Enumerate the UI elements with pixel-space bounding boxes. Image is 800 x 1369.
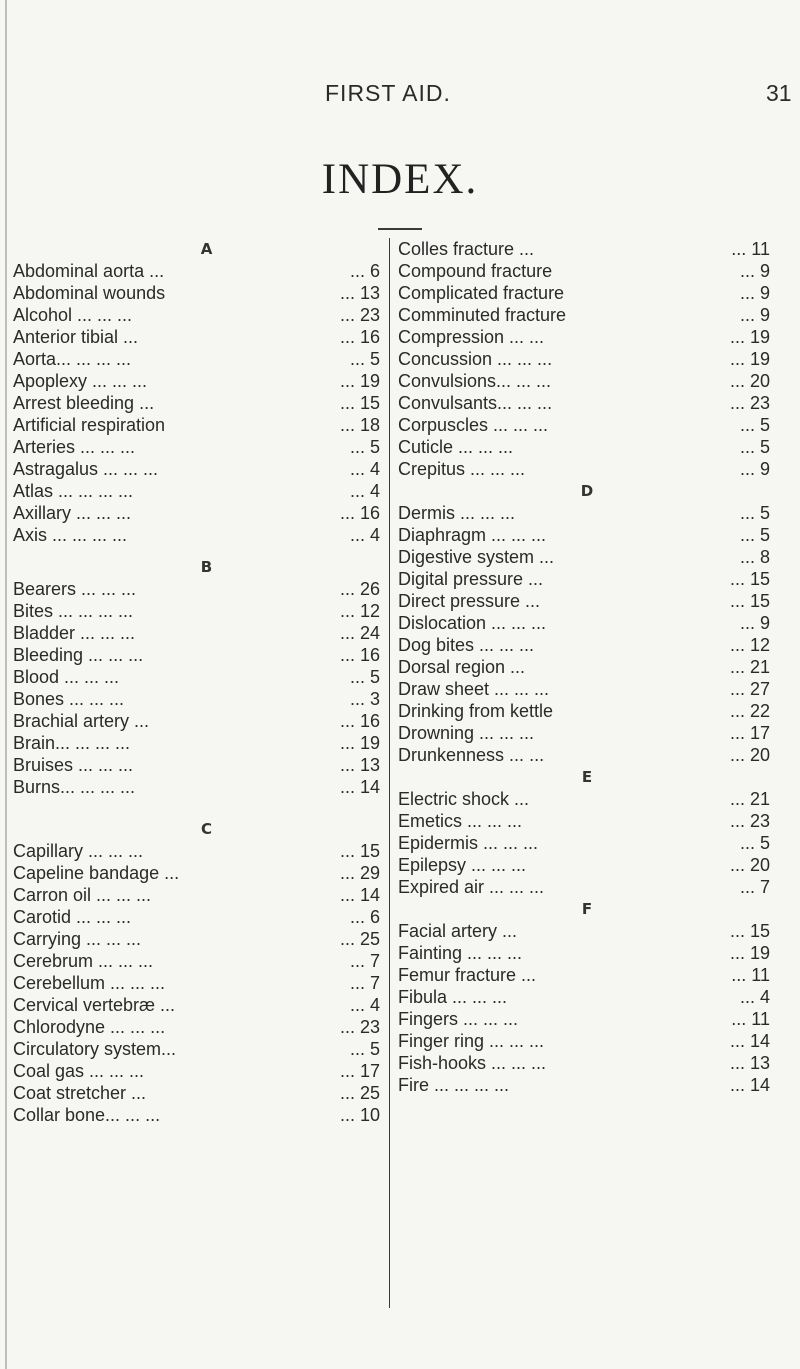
- index-entry: [13, 370, 380, 392]
- index-term: Drunkenness ... ...: [398, 745, 545, 765]
- index-page-ref: ... 16: [339, 645, 380, 665]
- index-page-ref: ... 26: [339, 579, 380, 599]
- index-term: Dermis ... ... ...: [398, 503, 516, 523]
- index-entry: [13, 710, 380, 732]
- section-letter-heading: F: [581, 900, 593, 918]
- index-page-ref: ... 9: [739, 283, 770, 303]
- index-page-ref: ... 14: [729, 1075, 770, 1095]
- index-term: Convulsions... ... ...: [398, 371, 552, 391]
- index-term: Concussion ... ... ...: [398, 349, 553, 369]
- index-page-ref: ... 3: [349, 689, 380, 709]
- index-term: Coat stretcher ...: [13, 1083, 147, 1103]
- index-entry: [398, 370, 770, 392]
- index-page-ref: ... 5: [349, 667, 380, 687]
- index-entry: [13, 622, 380, 644]
- index-entry: [398, 238, 770, 260]
- index-page-ref: ... 5: [349, 1039, 380, 1059]
- index-term: Expired air ... ... ...: [398, 877, 545, 897]
- index-page-ref: ... 19: [729, 327, 770, 347]
- index-term: Aorta... ... ... ...: [13, 349, 132, 369]
- index-term: Drinking from kettle: [398, 701, 554, 721]
- index-page-ref: ... 16: [339, 327, 380, 347]
- index-page-ref: ... 5: [349, 349, 380, 369]
- index-entry: [13, 1060, 380, 1082]
- index-entry: [398, 788, 770, 810]
- index-entry: [398, 1074, 770, 1096]
- section-letter-heading: E: [581, 768, 593, 786]
- index-entry: [13, 928, 380, 950]
- index-entry: [13, 732, 380, 754]
- index-entry: [13, 994, 380, 1016]
- index-term: Carron oil ... ... ...: [13, 885, 152, 905]
- index-page-ref: ... 7: [739, 877, 770, 897]
- index-entry: [398, 348, 770, 370]
- index-page-ref: ... 16: [339, 711, 380, 731]
- index-term: Bleeding ... ... ...: [13, 645, 144, 665]
- index-entry: [13, 666, 380, 688]
- index-column-right: [398, 238, 770, 1096]
- index-page-ref: ... 23: [339, 1017, 380, 1037]
- index-page-ref: ... 12: [339, 601, 380, 621]
- index-entry: [13, 950, 380, 972]
- index-page-ref: ... 4: [349, 995, 380, 1015]
- index-entry: [398, 458, 770, 480]
- index-page-ref: ... 27: [729, 679, 770, 699]
- index-page-ref: ... 17: [729, 723, 770, 743]
- index-term: Burns... ... ... ...: [13, 777, 136, 797]
- index-column-left: [13, 238, 380, 1126]
- index-entry: [398, 590, 770, 612]
- index-term: Axillary ... ... ...: [13, 503, 132, 523]
- index-entry: [13, 414, 380, 436]
- index-page-ref: ... 4: [349, 525, 380, 545]
- index-term: Cuticle ... ... ...: [398, 437, 514, 457]
- index-page-ref: ... 20: [729, 855, 770, 875]
- index-page-ref: ... 16: [339, 503, 380, 523]
- index-entry: [398, 1030, 770, 1052]
- index-term: Fire ... ... ... ...: [398, 1075, 510, 1095]
- index-entry: [13, 282, 380, 304]
- index-entry: [398, 656, 770, 678]
- index-page-ref: ... 13: [339, 755, 380, 775]
- index-page-ref: ... 5: [739, 415, 770, 435]
- index-term: Dislocation ... ... ...: [398, 613, 547, 633]
- index-page-ref: ... 23: [339, 305, 380, 325]
- index-page-ref: ... 9: [739, 613, 770, 633]
- index-entry: [13, 260, 380, 282]
- index-page-ref: ... 15: [729, 569, 770, 589]
- index-page-ref: ... 15: [339, 841, 380, 861]
- index-term: Bones ... ... ...: [13, 689, 125, 709]
- index-term: Crepitus ... ... ...: [398, 459, 526, 479]
- index-term: Digital pressure ...: [398, 569, 544, 589]
- index-page-ref: ... 25: [339, 1083, 380, 1103]
- index-page-ref: ... 6: [349, 261, 380, 281]
- index-entry: [398, 678, 770, 700]
- index-term: Anterior tibial ...: [13, 327, 139, 347]
- index-page-ref: ... 19: [729, 349, 770, 369]
- index-term: Cervical vertebræ ...: [13, 995, 176, 1015]
- index-entry: [13, 884, 380, 906]
- index-term: Carotid ... ... ...: [13, 907, 132, 927]
- index-entry: [13, 688, 380, 710]
- index-entry: [398, 964, 770, 986]
- index-entry: [13, 326, 380, 348]
- index-entry: [398, 392, 770, 414]
- index-page-ref: ... 9: [739, 261, 770, 281]
- index-term: Femur fracture ...: [398, 965, 537, 985]
- index-page-ref: ... 19: [339, 733, 380, 753]
- index-page-ref: ... 5: [739, 437, 770, 457]
- index-entry: [13, 754, 380, 776]
- index-term: Corpuscles ... ... ...: [398, 415, 549, 435]
- index-term: Emetics ... ... ...: [398, 811, 523, 831]
- index-entry: [13, 578, 380, 600]
- index-page-ref: ... 18: [339, 415, 380, 435]
- index-page-ref: ... 19: [729, 943, 770, 963]
- index-entry: [398, 260, 770, 282]
- index-term: Compound fracture: [398, 261, 553, 281]
- index-term: Draw sheet ... ... ...: [398, 679, 550, 699]
- index-entry: [13, 600, 380, 622]
- index-term: Coal gas ... ... ...: [13, 1061, 145, 1081]
- index-term: Abdominal aorta ...: [13, 261, 165, 281]
- index-entry: [398, 986, 770, 1008]
- index-entry: [13, 436, 380, 458]
- index-term: Cerebrum ... ... ...: [13, 951, 154, 971]
- section-letter-heading: B: [200, 558, 213, 576]
- index-page-ref: ... 22: [729, 701, 770, 721]
- index-entry: [13, 348, 380, 370]
- index-term: Electric shock ...: [398, 789, 530, 809]
- index-term: Fingers ... ... ...: [398, 1009, 519, 1029]
- index-term: Comminuted fracture: [398, 305, 567, 325]
- index-entry: [398, 568, 770, 590]
- index-entry: [398, 700, 770, 722]
- index-entry: [13, 1104, 380, 1126]
- index-page-ref: ... 4: [739, 987, 770, 1007]
- index-term: Brain... ... ... ...: [13, 733, 131, 753]
- index-term: Facial artery ...: [398, 921, 518, 941]
- index-page-ref: ... 12: [729, 635, 770, 655]
- index-page-ref: ... 15: [729, 921, 770, 941]
- index-entry: [398, 634, 770, 656]
- index-term: Circulatory system...: [13, 1039, 177, 1059]
- index-page-ref: ... 21: [729, 789, 770, 809]
- index-term: Collar bone... ... ...: [13, 1105, 161, 1125]
- index-entry: [398, 876, 770, 898]
- index-term: Apoplexy ... ... ...: [13, 371, 148, 391]
- index-term: Arrest bleeding ...: [13, 393, 155, 413]
- index-page-ref: ... 5: [739, 525, 770, 545]
- index-page-ref: ... 25: [339, 929, 380, 949]
- page-title: INDEX.: [321, 156, 479, 203]
- index-term: Complicated fracture: [398, 283, 565, 303]
- index-page-ref: ... 21: [729, 657, 770, 677]
- index-entry: [398, 920, 770, 942]
- index-term: Bearers ... ... ...: [13, 579, 137, 599]
- index-term: Bladder ... ... ...: [13, 623, 136, 643]
- index-page-ref: ... 9: [739, 305, 770, 325]
- index-entry: [398, 832, 770, 854]
- page-edge-rule: [5, 0, 7, 1369]
- index-entry: [398, 744, 770, 766]
- index-page-ref: ... 17: [339, 1061, 380, 1081]
- index-page-ref: ... 5: [739, 503, 770, 523]
- index-term: Bruises ... ... ...: [13, 755, 134, 775]
- index-entry: [398, 1008, 770, 1030]
- index-page-ref: ... 15: [729, 591, 770, 611]
- index-page-ref: ... 19: [339, 371, 380, 391]
- index-entry: [398, 282, 770, 304]
- index-term: Blood ... ... ...: [13, 667, 120, 687]
- index-term: Finger ring ... ... ...: [398, 1031, 545, 1051]
- index-entry: [13, 776, 380, 798]
- section-letter-heading: D: [580, 482, 594, 500]
- index-term: Brachial artery ...: [13, 711, 150, 731]
- index-page-ref: ... 15: [339, 393, 380, 413]
- index-entry: [13, 1016, 380, 1038]
- title-rule: [378, 228, 422, 230]
- index-entry: [13, 1082, 380, 1104]
- index-page-ref: ... 20: [729, 745, 770, 765]
- index-page-ref: ... 4: [349, 459, 380, 479]
- index-entry: [398, 524, 770, 546]
- section-letter-heading: C: [200, 820, 212, 838]
- index-entry: [398, 722, 770, 744]
- index-entry: [13, 458, 380, 480]
- index-term: Drowning ... ... ...: [398, 723, 535, 743]
- index-entry: [13, 502, 380, 524]
- index-page-ref: ... 4: [349, 481, 380, 501]
- index-term: Diaphragm ... ... ...: [398, 525, 547, 545]
- index-page-ref: ... 14: [339, 777, 380, 797]
- index-term: Capillary ... ... ...: [13, 841, 144, 861]
- index-page-ref: ... 13: [339, 283, 380, 303]
- index-page-ref: ... 23: [729, 393, 770, 413]
- index-entry: [398, 1052, 770, 1074]
- index-entry: [13, 840, 380, 862]
- index-page-ref: ... 14: [729, 1031, 770, 1051]
- index-entry: [398, 854, 770, 876]
- index-term: Compression ... ...: [398, 327, 545, 347]
- index-entry: [398, 304, 770, 326]
- index-page-ref: ... 20: [729, 371, 770, 391]
- index-entry: [13, 906, 380, 928]
- index-term: Arteries ... ... ...: [13, 437, 136, 457]
- index-term: Digestive system ...: [398, 547, 555, 567]
- column-divider: [389, 238, 390, 1308]
- index-entry: [398, 502, 770, 524]
- index-page-ref: ... 23: [729, 811, 770, 831]
- index-page-ref: ... 11: [731, 965, 770, 985]
- index-entry: [13, 304, 380, 326]
- index-term: Epilepsy ... ... ...: [398, 855, 527, 875]
- index-term: Direct pressure ...: [398, 591, 541, 611]
- index-page-ref: ... 11: [731, 1009, 770, 1029]
- index-term: Alcohol ... ... ...: [13, 305, 133, 325]
- index-page-ref: ... 24: [339, 623, 380, 643]
- index-entry: [13, 862, 380, 884]
- index-page-ref: ... 9: [739, 459, 770, 479]
- index-entry: [13, 524, 380, 546]
- index-entry: [13, 392, 380, 414]
- index-entry: [13, 644, 380, 666]
- index-term: Capeline bandage ...: [13, 863, 180, 883]
- index-term: Fish-hooks ... ... ...: [398, 1053, 547, 1073]
- index-term: Axis ... ... ... ...: [13, 525, 128, 545]
- index-term: Abdominal wounds: [13, 283, 166, 303]
- running-head: FIRST AID.: [325, 80, 451, 106]
- index-term: Cerebellum ... ... ...: [13, 973, 166, 993]
- page-number: 31: [766, 80, 792, 106]
- index-term: Dog bites ... ... ...: [398, 635, 535, 655]
- index-page-ref: ... 7: [349, 951, 380, 971]
- index-entry: [13, 1038, 380, 1060]
- index-entry: [398, 546, 770, 568]
- index-page-ref: ... 10: [339, 1105, 380, 1125]
- index-page-ref: ... 6: [349, 907, 380, 927]
- index-page-ref: ... 14: [339, 885, 380, 905]
- index-term: Fibula ... ... ...: [398, 987, 508, 1007]
- index-entry: [13, 480, 380, 502]
- index-entry: [398, 942, 770, 964]
- index-term: Fainting ... ... ...: [398, 943, 523, 963]
- section-letter-heading: A: [200, 240, 213, 258]
- index-term: Carrying ... ... ...: [13, 929, 142, 949]
- index-page-ref: ... 7: [349, 973, 380, 993]
- index-term: Colles fracture ...: [398, 239, 535, 259]
- index-entry: [13, 972, 380, 994]
- index-entry: [398, 810, 770, 832]
- index-page-ref: ... 8: [739, 547, 770, 567]
- index-term: Astragalus ... ... ...: [13, 459, 159, 479]
- index-term: Chlorodyne ... ... ...: [13, 1017, 166, 1037]
- index-term: Atlas ... ... ... ...: [13, 481, 134, 501]
- index-term: Epidermis ... ... ...: [398, 833, 539, 853]
- index-page-ref: ... 11: [731, 239, 770, 259]
- index-term: Dorsal region ...: [398, 657, 526, 677]
- index-entry: [398, 326, 770, 348]
- index-term: Artificial respiration: [13, 415, 166, 435]
- index-page-ref: ... 13: [729, 1053, 770, 1073]
- index-term: Convulsants... ... ...: [398, 393, 553, 413]
- index-page-ref: ... 5: [739, 833, 770, 853]
- index-page-ref: ... 29: [339, 863, 380, 883]
- index-page-ref: ... 5: [349, 437, 380, 457]
- index-entry: [398, 612, 770, 634]
- index-term: Bites ... ... ... ...: [13, 601, 134, 621]
- index-entry: [398, 414, 770, 436]
- index-entry: [398, 436, 770, 458]
